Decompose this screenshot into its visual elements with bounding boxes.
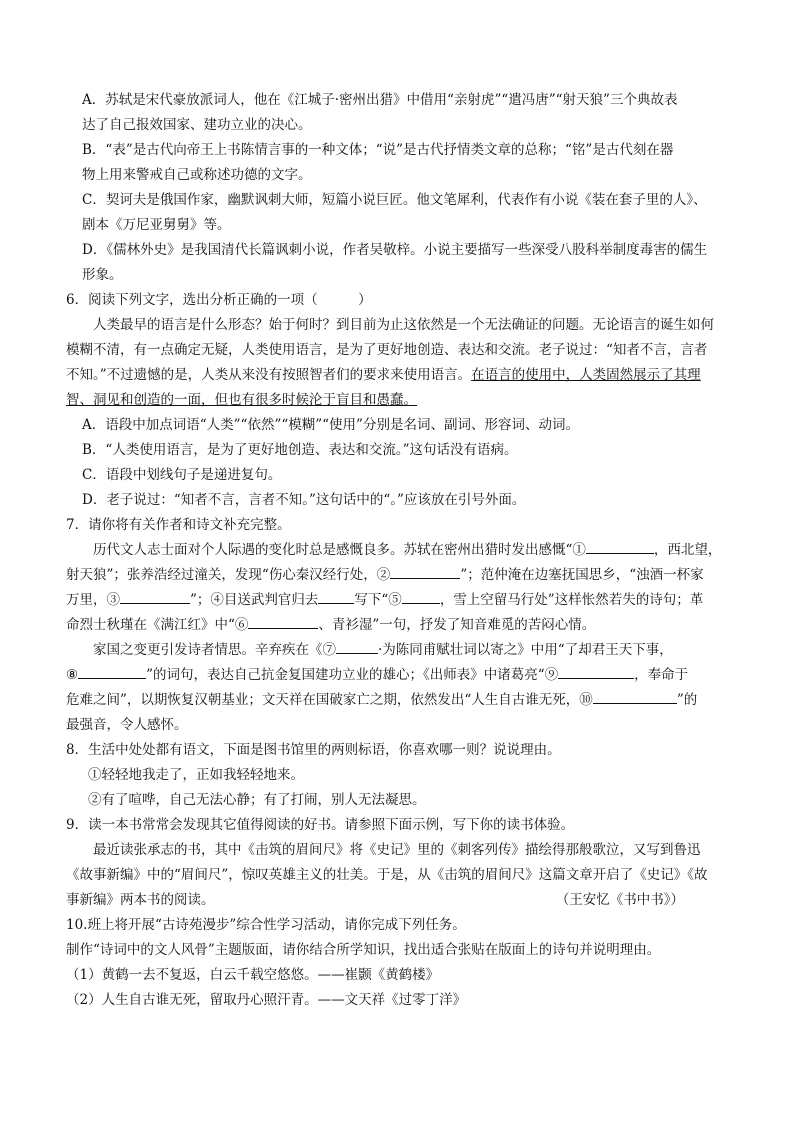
- q7-text: 写下“⑤: [354, 592, 402, 608]
- q10-item-1: （1）黄鹤一去不复返，白云千载空悠悠。——崔颢《黄鹤楼》: [66, 967, 440, 983]
- q9-example-line2: 《故事新编》中的“眉间尺”，惊叹英雄主义的壮美。于是，从《击筑的眉间尺》这篇文章开启了《史记》《故: [66, 867, 708, 883]
- fill-blank-6[interactable]: [248, 613, 318, 629]
- q7-line8: 最强音，令人感怀。: [66, 717, 188, 733]
- q5-option-b-cont: 物上用来警戒自己或称述功德的文字。: [82, 167, 312, 183]
- q7-title: 7．请你将有关作者和诗文补充完整。: [66, 517, 291, 533]
- question-8: [66, 738, 734, 813]
- q7-text: 历代文人志士面对个人际遇的变化时总是感慨良多。苏轼在密州出猎时发出感慨“①: [93, 542, 586, 558]
- q7-line7: [66, 688, 734, 713]
- option-a-line1: A．苏轼是宋代豪放派词人，他在《江城子·密州出猎》中借用“亲射虎”“遣冯唐”“射天狼”三个典故表: [82, 92, 678, 108]
- q8-slogan-2: ②有了喧哗，自己无法心静；有了打闹，别人无法凝思。: [88, 792, 426, 808]
- fill-blank-2[interactable]: [390, 563, 460, 579]
- q7-text: ”的词句，表达自己抗金复国建功立业的雄心；《出师表》中诸葛亮“⑨: [146, 667, 559, 683]
- q9-text: 事新编》两本书的阅读。: [66, 892, 215, 908]
- question-7: [66, 513, 734, 738]
- q6-underlined-sentence-cont: 智、洞见和创造的一面，但也有很多时候沦于盲目和愚蠢。: [66, 392, 417, 408]
- q6-option-c: C．语段中划线句子是递进复句。: [82, 467, 282, 483]
- q7-text: ·为陈同甫赋壮词以寄之》中用“了却君王天下事，: [378, 642, 673, 658]
- q7-text: ⑧: [66, 667, 79, 683]
- q10-task: 制作“诗词中的文人风骨”主题版面，请你结合所学知识，找出适合张贴在版面上的诗句并说明理由。: [66, 942, 661, 958]
- question-9: [66, 813, 734, 913]
- q10-item-2: （2）人生自古谁无死，留取丹心照汗青。——文天祥《过零丁洋》: [66, 992, 467, 1008]
- fill-blank-9[interactable]: [558, 663, 634, 679]
- q7-text: 家国之变更引发诗者情思。辛弃疾在《⑦: [93, 642, 336, 658]
- q6-passage-line3: [66, 363, 734, 388]
- question-6: [66, 288, 734, 513]
- q8-title: 8．生活中处处都有语文，下面是图书馆里的两则标语，你喜欢哪一则？说说理由。: [66, 742, 561, 758]
- q7-text: 命烈士秋瑾在《满江红》中“⑥: [66, 617, 249, 633]
- fill-blank-4[interactable]: [318, 588, 354, 604]
- q7-line2: [66, 563, 734, 588]
- q5-option-a-cont: 达了自己报效国家、建功立业的决心。: [82, 117, 312, 133]
- fill-blank-8[interactable]: [78, 663, 146, 679]
- q7-text: ，雪上空留马行处”这样怅然若失的诗句；革: [439, 592, 704, 608]
- q5-option-d: D．《儒林外史》是我国清代长篇讽刺小说，作者吴敬梓。小说主要描写一些深受八股科举制度毒害的儒生: [82, 242, 708, 258]
- q6-passage-text: 不知。”不过遗憾的是，人类从来没有按照智者们的要求来使用语言。: [66, 367, 472, 383]
- q6-option-d: D．老子说过：“知者不言，言者不知。”这句话中的“。”应该放在引号外面。: [82, 492, 526, 508]
- q7-text: ，西北望，: [653, 542, 722, 558]
- q9-example-line1: 最近读张承志的书，其中《击筑的眉间尺》将《史记》里的《刺客列传》描绘得那般歌泣，又写到鲁迅: [93, 842, 701, 858]
- q7-text: ，奉命于: [634, 667, 689, 683]
- q6-passage-line4: [66, 388, 734, 413]
- q6-option-b: B．“人类使用语言，是为了更好地创造、表达和交流。”这句话没有语病。: [82, 442, 518, 458]
- q7-text: ”的: [676, 692, 698, 708]
- exam-page: [66, 88, 734, 1013]
- q7-line1: [66, 538, 734, 563]
- q5-option-c: C．契诃夫是俄国作家，幽默讽刺大师，短篇小说巨匠。他文笔犀利，代表作有小说《装在套子里的人》、: [82, 192, 707, 208]
- q7-line4: [66, 613, 734, 638]
- q7-line5: [66, 638, 734, 663]
- q6-passage-line1: 人类最早的语言是什么形态？始于何时？到目前为止这依然是一个无法确证的问题。无论语言的诞生如何: [93, 317, 714, 333]
- q7-text: ”；范仲淹在边塞抚国思乡，“浊酒一杯家: [460, 567, 704, 583]
- q6-title: 6．阅读下列文字，选出分析正确的一项（ ）: [66, 292, 372, 308]
- question-10: [66, 913, 734, 1013]
- q9-source: （王安忆《书中书》）: [555, 892, 684, 908]
- fill-blank-3[interactable]: [120, 588, 190, 604]
- fill-blank-7[interactable]: [336, 638, 378, 654]
- q7-text: ”；④目送武判官归去: [190, 592, 319, 608]
- q5-option-c-cont: 剧本《万尼亚舅舅》等。: [82, 217, 231, 233]
- q9-example-line3: [66, 888, 734, 913]
- q5-options: [66, 88, 734, 288]
- q7-line6: [66, 663, 734, 688]
- q5-option-a: [66, 88, 734, 113]
- q8-slogan-1: ①轻轻地我走了，正如我轻轻地来。: [88, 767, 304, 783]
- q6-underlined-sentence: 在语言的使用中，人类固然展示了其理: [471, 367, 701, 383]
- q7-text: 危难之间”，以期恢复汉朝基业；文天祥在国破家亡之期，依然发出“人生自古谁无死，⑩: [66, 692, 593, 708]
- fill-blank-5[interactable]: [402, 588, 440, 604]
- q7-text: 射天狼”；张养浩经过潼关，发现“伤心秦汉经行处，②: [66, 567, 391, 583]
- fill-blank-1[interactable]: [586, 538, 654, 554]
- q10-title: 10.班上将开展“古诗苑漫步”综合性学习活动，请你完成下列任务。: [66, 917, 466, 933]
- q6-passage-line2: 模糊不清，有一点确定无疑，人类使用语言，是为了更好地创造、表达和交流。老子说过：“知者不言，言者: [66, 342, 708, 358]
- q7-line3: [66, 588, 734, 613]
- q5-option-d-cont: 形象。: [82, 267, 123, 283]
- q5-option-b: B．“表”是古代向帝王上书陈情言事的一种文体；“说”是古代抒情类文章的总称；“铭”是古代刻在器: [82, 142, 674, 158]
- q9-title: 9．读一本书常常会发现其它值得阅读的好书。请参照下面示例，写下你的读书体验。: [66, 817, 575, 833]
- fill-blank-10[interactable]: [593, 688, 677, 704]
- q6-option-a: A．语段中加点词语“人类”“依然”“模糊”“使用”分别是名词、副词、形容词、动词。: [82, 417, 579, 433]
- q7-text: 万里，③: [66, 592, 120, 608]
- q7-text: 、青衫湿”一句，抒发了知音难觅的苦闷心情。: [318, 617, 596, 633]
